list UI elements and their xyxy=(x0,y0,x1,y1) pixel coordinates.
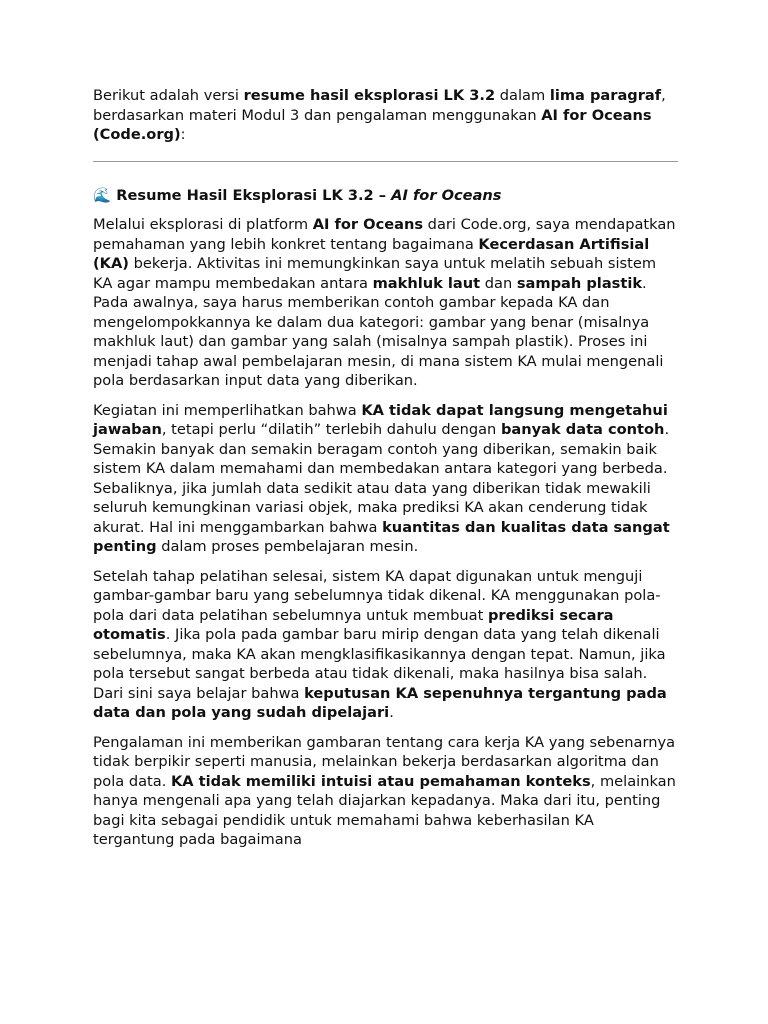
paragraph-run: . Pada awalnya, saya harus memberikan contoh gambar kepada KA dan mengelompokkannya ke dalam dua kategori: gambar yang benar (misalnya makhluk laut) dan gambar yang salah (misalnya sampah plastik). Proses ini menjadi tahap awal pembelajaran mesin, di mana sistem KA mulai mengenali pola berdasarkan input data yang diberikan. xyxy=(93,274,664,389)
body-paragraphs xyxy=(93,215,678,850)
intro-run-bold: lima paragraf xyxy=(549,87,662,104)
paragraph-run: bekerja. Aktivitas ini memungkinkan saya untuk melatih sebuah sistem KA agar mampu membedakan antara xyxy=(93,255,657,292)
intro-run: , berdasarkan materi Modul 3 dan pengalaman menggunakan xyxy=(93,87,666,124)
paragraph-run: , tetapi perlu “dilatih” terlebih dahulu dengan xyxy=(161,421,501,438)
paragraph-run: . Semakin banyak dan semakin beragam contoh yang diberikan, semakin baik sistem KA dalam memahami dan membedakan antara kategori yang berbeda. Sebaliknya, jika jumlah data sedikit atau data yang diberikan tidak mewakili seluruh kemungkinan variasi objek, maka prediksi KA akan cenderung tidak akurat. Hal ini menggambarkan bahwa xyxy=(93,421,670,536)
paragraph-run-bold: sampah plastik xyxy=(516,274,643,292)
paragraph-run-bold: Kecerdasan Artifisial (KA) xyxy=(93,235,650,272)
paragraph-run: dari Code.org, saya mendapatkan pemahaman yang lebih konkret tentang bagaimana xyxy=(93,216,676,253)
paragraph-run: . Jika pola pada gambar baru mirip dengan data yang telah dikenali sebelumnya, maka KA akan mengklasifikasikannya dengan tepat. Namun, jika pola tersebut sangat berbeda atau tidak dikenali, maka hasilnya bisa salah. Dari sini saya belajar bahwa xyxy=(93,626,666,702)
paragraph-run-bold: banyak data contoh xyxy=(500,421,665,438)
document-page xyxy=(93,86,678,850)
paragraph-run: dan xyxy=(480,274,517,292)
intro-run: Berikut adalah versi xyxy=(93,87,244,104)
paragraph-run: . xyxy=(389,704,394,721)
heading-italic-text: AI for Oceans xyxy=(391,186,502,204)
intro-run-bold: AI for Oceans (Code.org) xyxy=(93,106,652,143)
body-paragraph xyxy=(93,733,678,850)
paragraph-run-bold: KA tidak dapat langsung mengetahui jawaban xyxy=(93,401,668,438)
body-paragraph xyxy=(93,567,678,723)
section-heading xyxy=(93,186,678,206)
wave-icon: 🌊 xyxy=(93,186,112,204)
intro-run: : xyxy=(180,126,186,143)
intro-run: dalam xyxy=(495,87,550,104)
paragraph-run: Pengalaman ini memberikan gambaran tentang cara kerja KA yang sebenarnya tidak berpikir seperti manusia, melainkan bekerja berdasarkan algoritma dan pola data. xyxy=(93,733,676,790)
horizontal-rule xyxy=(93,161,678,162)
paragraph-run: Setelah tahap pelatihan selesai, sistem KA dapat digunakan untuk menguji gambar-gambar baru yang sebelumnya tidak dikenal. KA menggunakan pola-pola dari data pelatihan sebelumnya untuk membuat xyxy=(93,567,661,624)
paragraph-run-bold: kuantitas dan kualitas data sangat penting xyxy=(93,518,670,555)
paragraph-run-bold: makhluk laut xyxy=(372,274,481,292)
paragraph-run: dalam proses pembelajaran mesin. xyxy=(156,538,419,555)
body-paragraph xyxy=(93,401,678,557)
body-paragraph xyxy=(93,215,678,391)
paragraph-run: Melalui eksplorasi di platform xyxy=(93,216,313,233)
paragraph-run-bold: prediksi secara otomatis xyxy=(93,606,614,643)
heading-text: Resume Hasil Eksplorasi LK 3.2 – xyxy=(116,186,392,204)
intro-run-bold: resume hasil eksplorasi LK 3.2 xyxy=(243,87,496,104)
paragraph-run-bold: keputusan KA sepenuhnya tergantung pada data dan pola yang sudah dipelajari xyxy=(93,684,667,721)
paragraph-run-bold: KA tidak memiliki intuisi atau pemahaman konteks xyxy=(170,772,591,790)
paragraph-run: , melainkan hanya mengenali apa yang telah diajarkan kepadanya. Maka dari itu, penting bagi kita sebagai pendidik untuk memahami bahwa keberhasilan KA tergantung pada bagaimana xyxy=(93,772,676,848)
paragraph-run: Kegiatan ini memperlihatkan bahwa xyxy=(93,401,362,419)
paragraph-run-bold: AI for Oceans xyxy=(312,216,424,233)
intro-paragraph xyxy=(93,86,678,145)
